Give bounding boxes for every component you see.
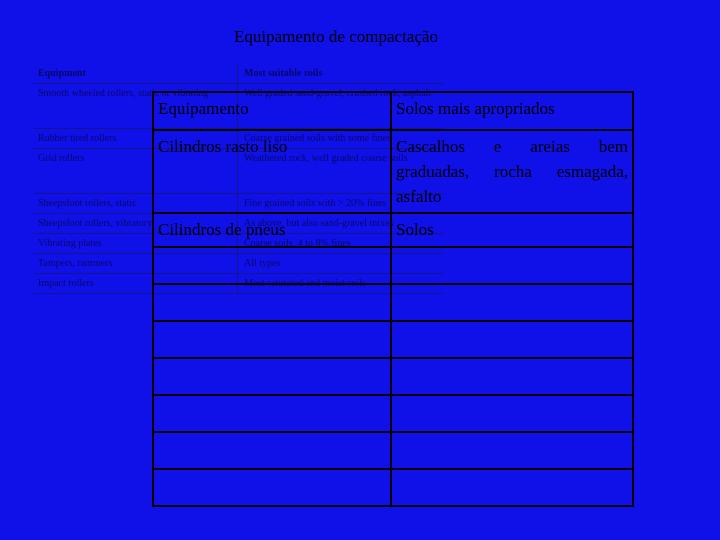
background-cell-soils: As above, but also sand-gravel mixes [244,218,394,229]
cell-equipment: Cilindros de pneus [153,213,391,247]
empty-cell [391,395,633,432]
background-cell-equipment: Sheepsfoot rollers, static [34,194,238,213]
empty-table-row [153,432,633,469]
empty-cell [391,358,633,395]
empty-table-row [153,321,633,358]
empty-cell [391,321,633,358]
empty-table-row [153,469,633,506]
empty-table-row [153,358,633,395]
background-cell-equipment: Tampers, rammers [34,254,238,273]
background-cell-equipment: Sheepsfoot rollers, vibratory [34,214,238,233]
empty-cell [391,432,633,469]
background-cell-equipment: Grid rollers [34,149,238,193]
empty-cell [391,469,633,506]
empty-cell [153,247,391,284]
background-cell-soils: Fine grained soils with > 20% fines [244,198,387,209]
background-cell-equipment: Smooth wheeled rollers, static or vibrating [34,84,238,128]
table-header-row [153,92,633,130]
background-header-soils: Most suitable soils [244,68,323,79]
empty-table-row [153,247,633,284]
background-cell-equipment: Vibrating plates [34,234,238,253]
background-cell-soils: Coarse soils, 4 to 8% fines [244,238,351,249]
empty-cell [153,358,391,395]
background-cell-soils: Coarse grained soils with some fines [244,133,391,144]
empty-cell [153,469,391,506]
table-row [153,130,633,213]
table-row [153,213,633,247]
equipment-table [152,91,634,507]
background-cell-equipment: Rubber tired rollers [34,129,238,148]
empty-cell [153,432,391,469]
cell-soils: Cascalhos e areias bem graduadas, rocha esmagada, asfalto [391,130,633,213]
cell-equipment: Cilindros rasto liso [153,130,391,213]
empty-cell [391,284,633,321]
background-cell-soils: All types [244,258,281,269]
empty-cell [153,284,391,321]
cell-soils: Solos [391,213,633,247]
empty-cell [153,395,391,432]
background-cell-soils: Weathered rock, well graded coarse soils [244,153,408,164]
empty-table-row [153,284,633,321]
background-table-header [34,64,444,84]
background-cell-soils: Most saturated and moist soils [244,278,366,289]
empty-cell [153,321,391,358]
background-cell-soils: Well graded sand-gravel, crushed rock, asphalt [244,88,432,99]
empty-cell [391,247,633,284]
background-cell-equipment: Impact rollers [34,274,238,293]
slide-title: Equipamento de compactação [234,27,438,46]
background-header-equipment: Equipment [34,64,238,83]
header-soils: Solos mais apropriados [391,92,633,130]
empty-table-row [153,395,633,432]
header-equipment: Equipamento [153,92,391,130]
